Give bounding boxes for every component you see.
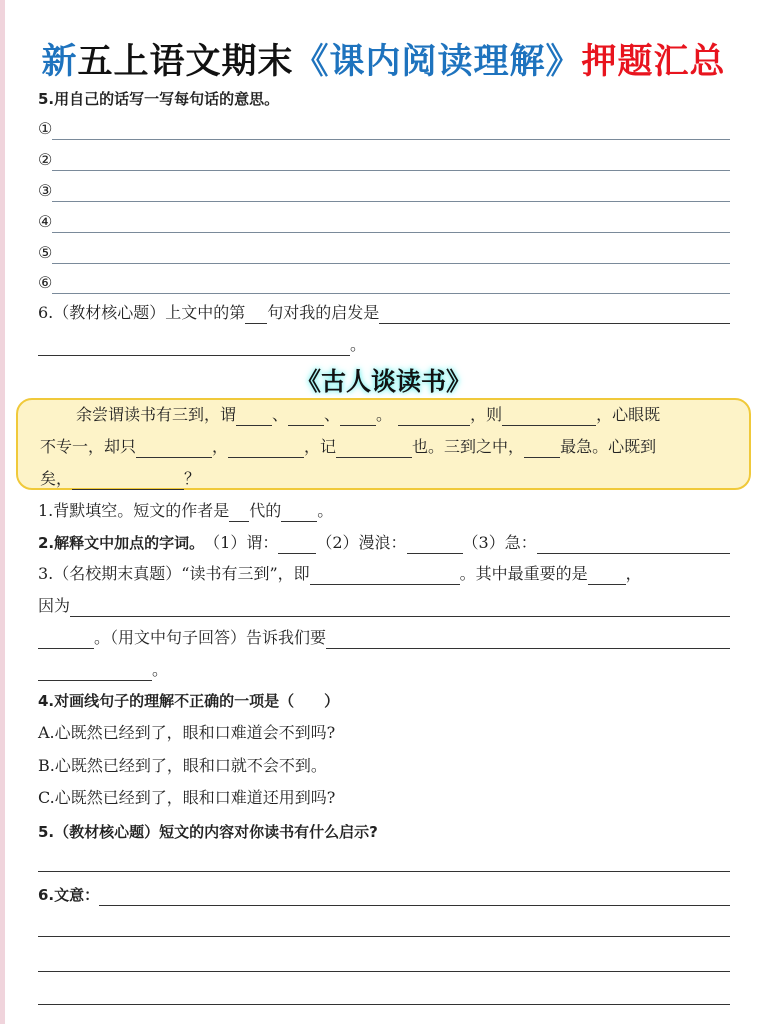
answer-line-2[interactable]	[38, 149, 730, 171]
option-text: A.心既然已经到了，眼和口难道会不到吗?	[38, 723, 336, 742]
passage-line-2	[40, 436, 727, 458]
question-2	[38, 532, 730, 554]
question-text: 4.对画线句子的理解不正确的一项是（ ）	[38, 692, 340, 710]
blank[interactable]	[524, 439, 560, 458]
option-text: C.心既然已经到了，眼和口难道还用到吗?	[38, 788, 336, 807]
question-text: 1.背默填空。短文的作者是	[38, 501, 230, 520]
text: 。	[350, 335, 367, 354]
answer-line-6[interactable]	[38, 272, 730, 294]
question-5a	[38, 88, 730, 110]
question-6b	[38, 884, 730, 906]
answer-line-5[interactable]	[38, 242, 730, 264]
passage-box	[16, 398, 751, 490]
page-title	[0, 34, 767, 84]
question-3-line-4	[38, 659, 730, 681]
passage-heading: 《古人谈读书》	[295, 367, 471, 396]
question-3-line-3	[38, 627, 730, 649]
option-text: B.心既然已经到了，眼和口就不会不到。	[38, 756, 327, 775]
text: ，	[212, 437, 229, 456]
question-text: 代的	[249, 501, 282, 520]
title-summary: 押题汇总	[581, 42, 726, 82]
text: （2）漫浪：	[316, 533, 407, 552]
answer-line[interactable]	[38, 953, 730, 972]
blank[interactable]	[72, 471, 184, 490]
blank[interactable]	[70, 598, 730, 617]
blank[interactable]	[379, 305, 730, 324]
question-text: 5.（教材核心题）短文的内容对你读书有什么启示?	[38, 823, 378, 841]
answer-line-1[interactable]	[38, 118, 730, 140]
blank[interactable]	[278, 535, 316, 554]
blank[interactable]	[326, 630, 730, 649]
marker: ⑤	[38, 243, 53, 262]
question-text: 2.解释文中加点的字词。	[38, 534, 205, 552]
blank[interactable]	[38, 337, 350, 356]
question-4	[38, 690, 730, 712]
marker: ①	[38, 119, 53, 138]
page-edge	[0, 0, 5, 1024]
text: 最急。心既到	[560, 437, 657, 456]
text: （1）谓：	[204, 533, 279, 552]
blank[interactable]	[288, 407, 324, 426]
question-6a	[38, 302, 730, 324]
blank[interactable]	[236, 407, 272, 426]
text: 。	[152, 660, 169, 679]
blank[interactable]	[537, 535, 730, 554]
question-text: 3.（名校期末真题）“读书有三到”，即	[38, 564, 310, 583]
text: 。	[376, 405, 393, 424]
question-5b	[38, 821, 730, 843]
text: ？	[184, 469, 201, 488]
blank[interactable]	[38, 662, 152, 681]
text: 、	[272, 405, 289, 424]
answer-line-3[interactable]	[38, 180, 730, 202]
question-text: 5.用自己的话写一写每句话的意思。	[38, 90, 280, 108]
question-text: 句对我的启发是	[267, 303, 380, 322]
question-3-line-2	[38, 595, 730, 617]
option-c[interactable]	[38, 787, 730, 809]
text: 。	[317, 501, 334, 520]
text: 、	[324, 405, 341, 424]
text: 。（用文中句子回答）告诉我们要	[94, 628, 327, 647]
text: ，心眼既	[596, 405, 661, 424]
option-a[interactable]	[38, 722, 730, 744]
question-text: 。其中最重要的是	[459, 564, 588, 583]
answer-line[interactable]	[38, 986, 730, 1005]
question-text: 6.文意：	[38, 886, 100, 904]
blank[interactable]	[38, 630, 94, 649]
blank[interactable]	[228, 439, 304, 458]
blank[interactable]	[407, 535, 463, 554]
text: ，则	[470, 405, 503, 424]
blank[interactable]	[310, 566, 460, 585]
text: 矣，	[40, 469, 73, 488]
question-6a-cont	[38, 334, 730, 356]
passage-line-1	[40, 404, 727, 426]
text: 因为	[38, 596, 71, 615]
blank[interactable]	[398, 407, 470, 426]
text: （3）急：	[462, 533, 537, 552]
text: 也。三到之中，	[412, 437, 525, 456]
blank[interactable]	[136, 439, 212, 458]
blank[interactable]	[502, 407, 596, 426]
marker: ③	[38, 181, 53, 200]
title-new: 新	[41, 42, 78, 82]
marker: ④	[38, 212, 53, 231]
text: 不专一，却只	[40, 437, 137, 456]
title-topic: 《课内阅读理解》	[293, 42, 582, 82]
marker: ②	[38, 150, 53, 169]
question-1	[38, 500, 730, 522]
question-text: 6.（教材核心题）上文中的第	[38, 303, 246, 322]
blank[interactable]	[336, 439, 412, 458]
blank[interactable]	[340, 407, 376, 426]
blank[interactable]	[588, 566, 626, 585]
blank[interactable]	[245, 305, 267, 324]
blank[interactable]	[281, 503, 317, 522]
option-b[interactable]	[38, 755, 730, 777]
title-grade: 五上语文期末	[77, 42, 294, 82]
blank[interactable]	[229, 503, 249, 522]
blank[interactable]	[99, 887, 730, 906]
text: ，	[625, 564, 642, 583]
question-3	[38, 563, 730, 585]
answer-line-4[interactable]	[38, 211, 730, 233]
marker: ⑥	[38, 273, 53, 292]
passage-line-3	[40, 468, 727, 490]
answer-line[interactable]	[38, 918, 730, 937]
answer-line[interactable]	[38, 853, 730, 872]
text: ，记	[304, 437, 337, 456]
text: 余尝谓读书有三到，谓	[76, 405, 237, 424]
